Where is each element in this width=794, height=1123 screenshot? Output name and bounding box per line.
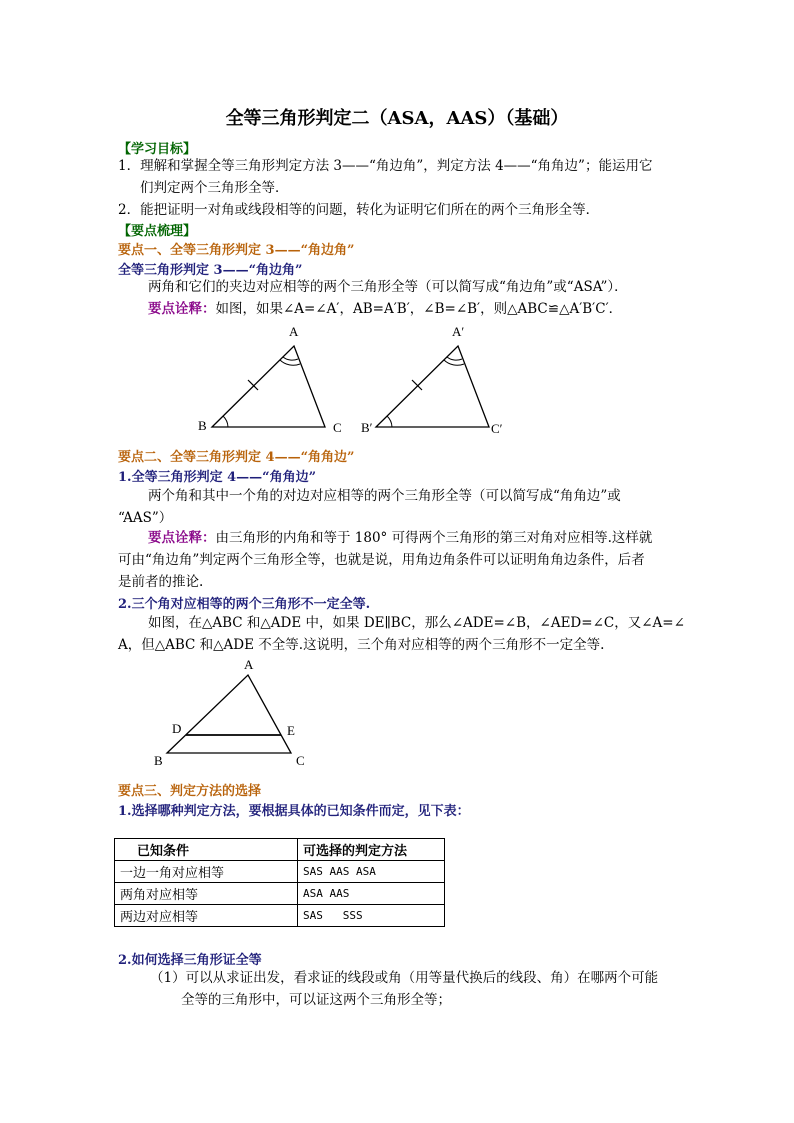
section-goals-heading: 【学习目标】 (118, 142, 197, 157)
label-b: B (154, 753, 163, 768)
point2-heading: 要点二、全等三角形判定 4——“角角边” (118, 450, 355, 465)
point2-sub2: 2.三个角对应相等的两个三角形不一定全等. (118, 597, 371, 612)
point2-sub1-text-1: 两个角和其中一个角的对边对应相等的两个三角形全等（可以简写成“角角边”或 (148, 488, 621, 504)
label-b-prime: B′ (361, 420, 373, 435)
triangle-abc-shape (212, 346, 325, 427)
triangle-abc-shape (167, 675, 291, 753)
point1-note (148, 298, 622, 320)
note-label: 要点诠释： (148, 530, 216, 546)
table-cell: SAS AAS ASA (298, 861, 445, 883)
label-c: C (296, 753, 305, 768)
label-c-prime: C′ (491, 421, 503, 436)
point3-item1-line1: （1）可以从求证出发，看求证的线段或角（用等量代换后的线段、角）在哪两个可能 (150, 970, 659, 986)
table-cell: SAS SSS (298, 905, 445, 927)
table-row (115, 905, 445, 927)
angle-a-mark-2 (280, 360, 300, 365)
table-cell: ASA AAS (298, 883, 445, 905)
point1-text: 两角和它们的夹边对应相等的两个三角形全等（可以简写成“角边角”或“ASA”）． (148, 279, 628, 295)
congruent-triangles-figure (190, 320, 530, 445)
side-ab-tick (248, 380, 258, 390)
point3-sub1: 1.选择哪种判定方法，要根据具体的已知条件而定，见下表： (118, 804, 470, 819)
table-header-cell: 已知条件 (115, 839, 298, 861)
angle-b-prime-mark (387, 416, 392, 427)
point1-heading: 要点一、全等三角形判定 3——“角边角” (118, 243, 355, 258)
method-selection-table (114, 838, 445, 927)
table-cell: 一边一角对应相等 (115, 861, 298, 883)
point2-sub1: 1.全等三角形判定 4——“角角边” (118, 470, 317, 485)
table-row (115, 883, 445, 905)
triangle-abc-prime (361, 324, 503, 436)
table-header-row (115, 839, 445, 861)
table-cell: 两角对应相等 (115, 883, 298, 905)
label-c: C (333, 420, 342, 435)
label-b: B (198, 418, 207, 433)
note-text: 由三角形的内角和等于 180° 可得两个三角形的第三对角对应相等.这样就 (215, 530, 653, 546)
table-cell: 两边对应相等 (115, 905, 298, 927)
goal-line-1: 1．理解和掌握全等三角形判定方法 3——“角边角”，判定方法 4——“角角边”；能运用它 (118, 158, 653, 174)
point2-sub2-text-2: A，但△ABC 和△ADE 不全等.这说明，三个角对应相等的两个三角形不一定全等. (118, 637, 605, 653)
label-a: A (244, 657, 254, 672)
angle-a-prime-mark (447, 357, 462, 360)
point3-sub2: 2.如何选择三角形证全等 (118, 953, 262, 968)
angle-a-mark (283, 357, 298, 360)
point2-sub2-text-1: 如图，在△ABC 和△ADE 中，如果 DE∥BC，那么∠ADE=∠B，∠AED=∠C，又∠A=∠ (148, 615, 685, 631)
point2-note-2: 可由“角边角”判定两个三角形全等，也就是说，用角边角条件可以证明角角边条件，后者 (118, 552, 645, 568)
side-ab-prime-tick (412, 380, 422, 390)
label-d: D (172, 721, 182, 736)
goal-line-3: 2．能把证明一对角或线段相等的问题，转化为证明它们所在的两个三角形全等． (118, 202, 600, 218)
table-row (115, 861, 445, 883)
triangle-abc-prime-shape (376, 346, 489, 427)
note-text: 如图，如果∠A=∠A′，AB=A′B′，∠B=∠B′，则△ABC≌△A′B′C′． (215, 301, 623, 317)
parallel-line-triangle-figure (150, 655, 320, 770)
angle-b-mark (223, 416, 228, 427)
section-points-heading: 【要点梳理】 (118, 224, 197, 239)
point2-note-3: 是前者的推论. (118, 574, 204, 590)
label-a-prime: A′ (452, 324, 465, 339)
triangle-abc (198, 324, 342, 435)
goal-line-2: 们判定两个三角形全等． (140, 180, 289, 196)
table-header-cell: 可选择的判定方法 (298, 839, 445, 861)
point2-sub1-text-2: “AAS”） (118, 510, 173, 526)
note-label: 要点诠释： (148, 301, 216, 317)
page-title: 全等三角形判定二（ASA，AAS）（基础） (225, 108, 569, 129)
point3-heading: 要点三、判定方法的选择 (118, 784, 262, 799)
point2-note-1 (148, 527, 652, 549)
angle-a-prime-mark-2 (444, 360, 464, 365)
point3-item1-line2: 全等的三角形中，可以证这两个三角形全等； (181, 992, 451, 1008)
label-a: A (289, 324, 299, 339)
point1-subheading: 全等三角形判定 3——“角边角” (118, 263, 303, 278)
label-e: E (287, 723, 295, 738)
